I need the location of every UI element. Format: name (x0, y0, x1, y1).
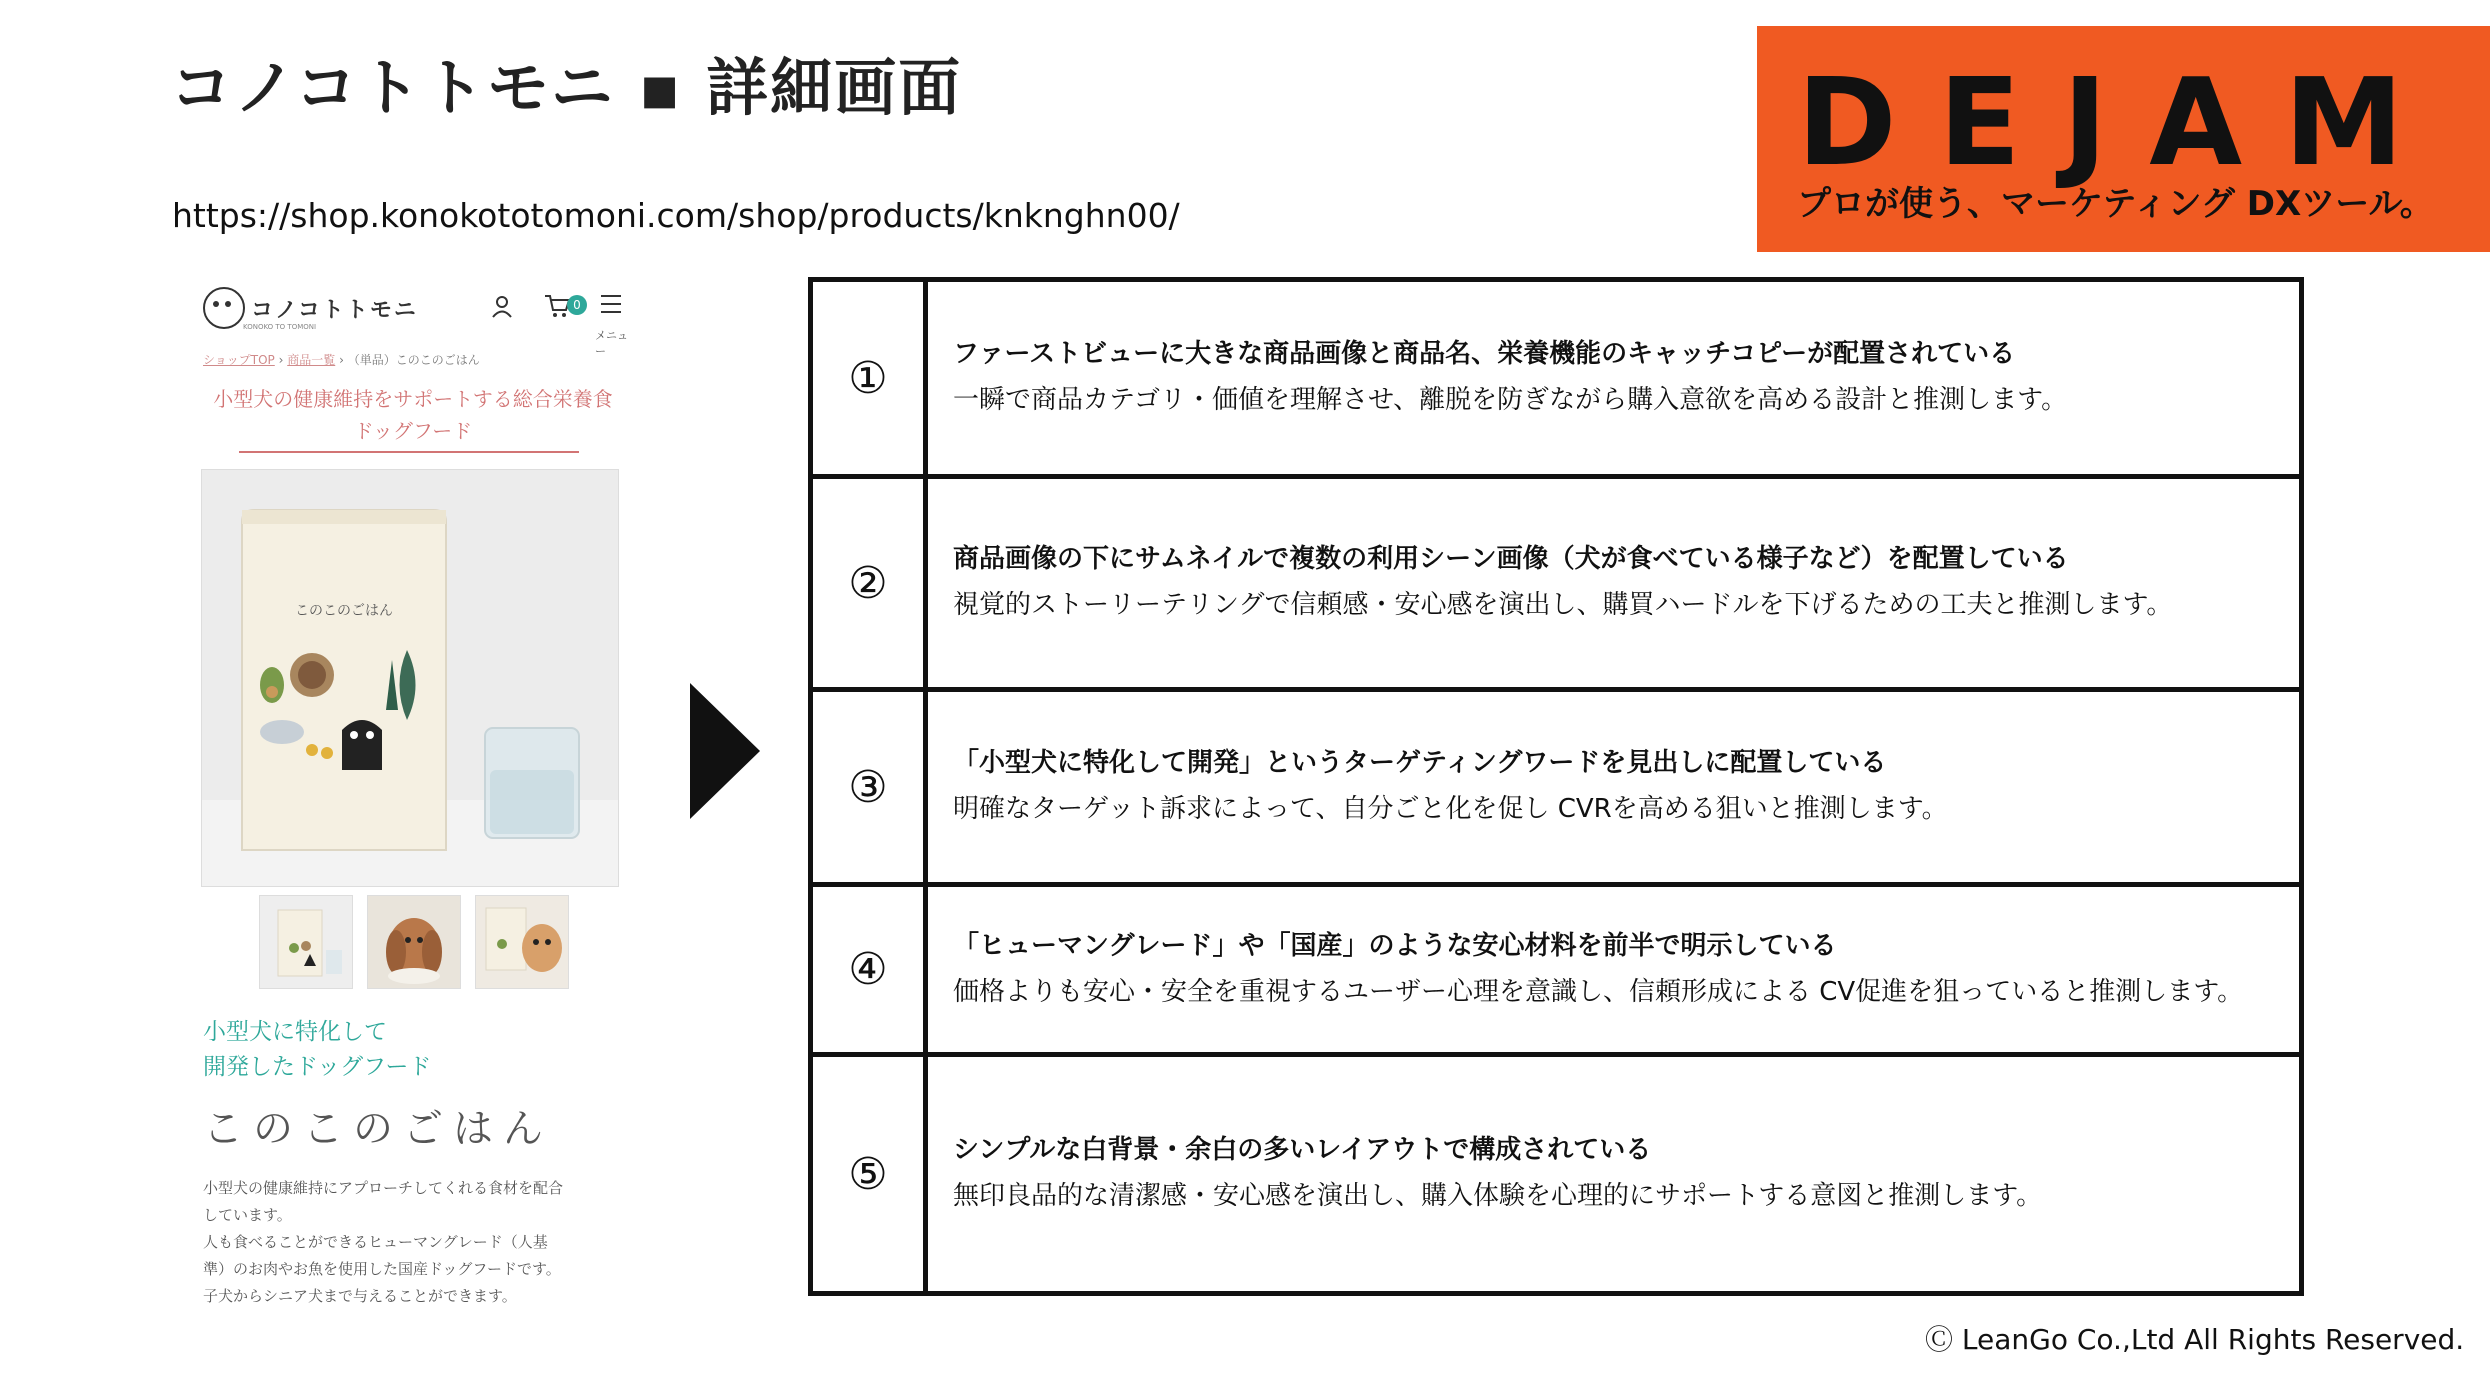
page-title: コノコトトモニ ▪ 詳細画面 (170, 51, 963, 124)
row-number: ④ (813, 887, 928, 1052)
dejam-logo-word: DEJAM (1797, 54, 2446, 193)
product-description-line: 人も食べることができるヒューマングレード（人基 (203, 1233, 548, 1251)
row-title: シンプルな白背景・余白の多いレイアウトで構成されている (953, 1135, 1652, 1166)
row-number: ⑤ (813, 1057, 928, 1291)
row-body: 一瞬で商品カテゴリ・価値を理解させ、離脱を防ぎながら購入意欲を高める設計と推測します。 (953, 385, 2068, 415)
product-thumbnails (259, 895, 569, 989)
hamburger-icon[interactable] (599, 293, 623, 320)
product-description-line: 子犬からシニア犬まで与えることができます。 (203, 1287, 517, 1305)
product-catchcopy-line1: 小型犬に特化して (203, 1019, 387, 1045)
row-body: 視覚的ストーリーテリングで信頼感・安心感を演出し、購買ハードルを下げるための工夫と推測します。 (953, 590, 2173, 620)
row-title: 商品画像の下にサムネイルで複数の利用シーン画像（犬が食べている様子など）を配置している (953, 544, 2069, 575)
user-icon[interactable] (489, 293, 515, 324)
product-headline (203, 383, 623, 447)
product-description (203, 1175, 633, 1310)
row-title: ファーストビューに大きな商品画像と商品名、栄養機能のキャッチコピーが配置されている (953, 339, 2016, 370)
copyright-notice: Ⓒ LeanGo Co.,Ltd All Rights Reserved. (1925, 1323, 2465, 1356)
thumbnail-dog-food[interactable] (475, 895, 569, 989)
dejam-tagline: プロが使う、マーケティング DXツール。 (1797, 184, 2434, 224)
product-headline-line1: 小型犬の健康維持をサポートする総合栄養食 (213, 387, 613, 411)
headline-underline (239, 451, 579, 453)
package-label: このこのごはん (295, 603, 393, 619)
mobile-screenshot (195, 275, 635, 1325)
row-number: ① (813, 282, 928, 474)
product-description-line: 準）のお肉やお魚を使用した国産ドッグフードです。 (203, 1260, 561, 1278)
breadcrumb-current: （単品）このこのごはん (347, 353, 480, 367)
row-body: 無印良品的な清潔感・安心感を演出し、購入体験を心理的にサポートする意図と推測します。 (953, 1181, 2043, 1211)
analysis-row (813, 479, 2299, 692)
row-number: ③ (813, 692, 928, 882)
row-title: 「ヒューマングレード」や「国産」のような安心材料を前半で明示している (953, 930, 1837, 961)
thumbnail-dog[interactable] (367, 895, 461, 989)
breadcrumb (203, 351, 480, 368)
triangle-arrow-icon (690, 683, 762, 823)
product-catchcopy-line2: 開発したドッグフード (203, 1054, 432, 1080)
chevron-right-icon: › (278, 353, 288, 367)
thumbnail-package[interactable] (259, 895, 353, 989)
menu-label: メニュー (595, 329, 628, 358)
product-catchcopy (203, 1015, 431, 1085)
analysis-row (813, 1057, 2299, 1291)
product-description-line: しています。 (203, 1206, 292, 1224)
analysis-row (813, 692, 2299, 887)
breadcrumb-shop-top[interactable]: ショップTOP (203, 353, 275, 367)
product-main-image[interactable] (201, 469, 619, 887)
dejam-logo (1757, 26, 2490, 252)
product-description-line: 小型犬の健康維持にアプローチしてくれる食材を配合 (203, 1179, 564, 1197)
row-body: 明確なターゲット訴求によって、自分ごと化を促し CVRを高める狙いと推測します。 (953, 794, 1948, 824)
site-logo-text: コノコトトモニ (251, 297, 418, 323)
analysis-row (813, 282, 2299, 479)
page-url: https://shop.konokototomoni.com/shop/products/knknghn00/ (172, 196, 1180, 235)
analysis-table (808, 277, 2304, 1296)
product-headline-line2: ドッグフード (353, 419, 473, 443)
analysis-row (813, 887, 2299, 1057)
dog-face-icon (203, 287, 245, 329)
chevron-right-icon: › (339, 353, 348, 367)
row-number: ② (813, 479, 928, 687)
product-name: このこのごはん (203, 1106, 553, 1152)
row-body: 価格よりも安心・安全を重視するユーザー心理を意識し、信頼形成による CV促進を狙っていると推測します。 (953, 976, 2244, 1007)
cart-count-badge: 0 (567, 295, 587, 315)
row-title: 「小型犬に特化して開発」というターゲティングワードを見出しに配置している (953, 748, 1887, 779)
site-logo-subtext: KONOKO TO TOMONI (243, 323, 317, 331)
breadcrumb-product-list[interactable]: 商品一覧 (287, 353, 336, 367)
mobile-header (203, 285, 633, 358)
